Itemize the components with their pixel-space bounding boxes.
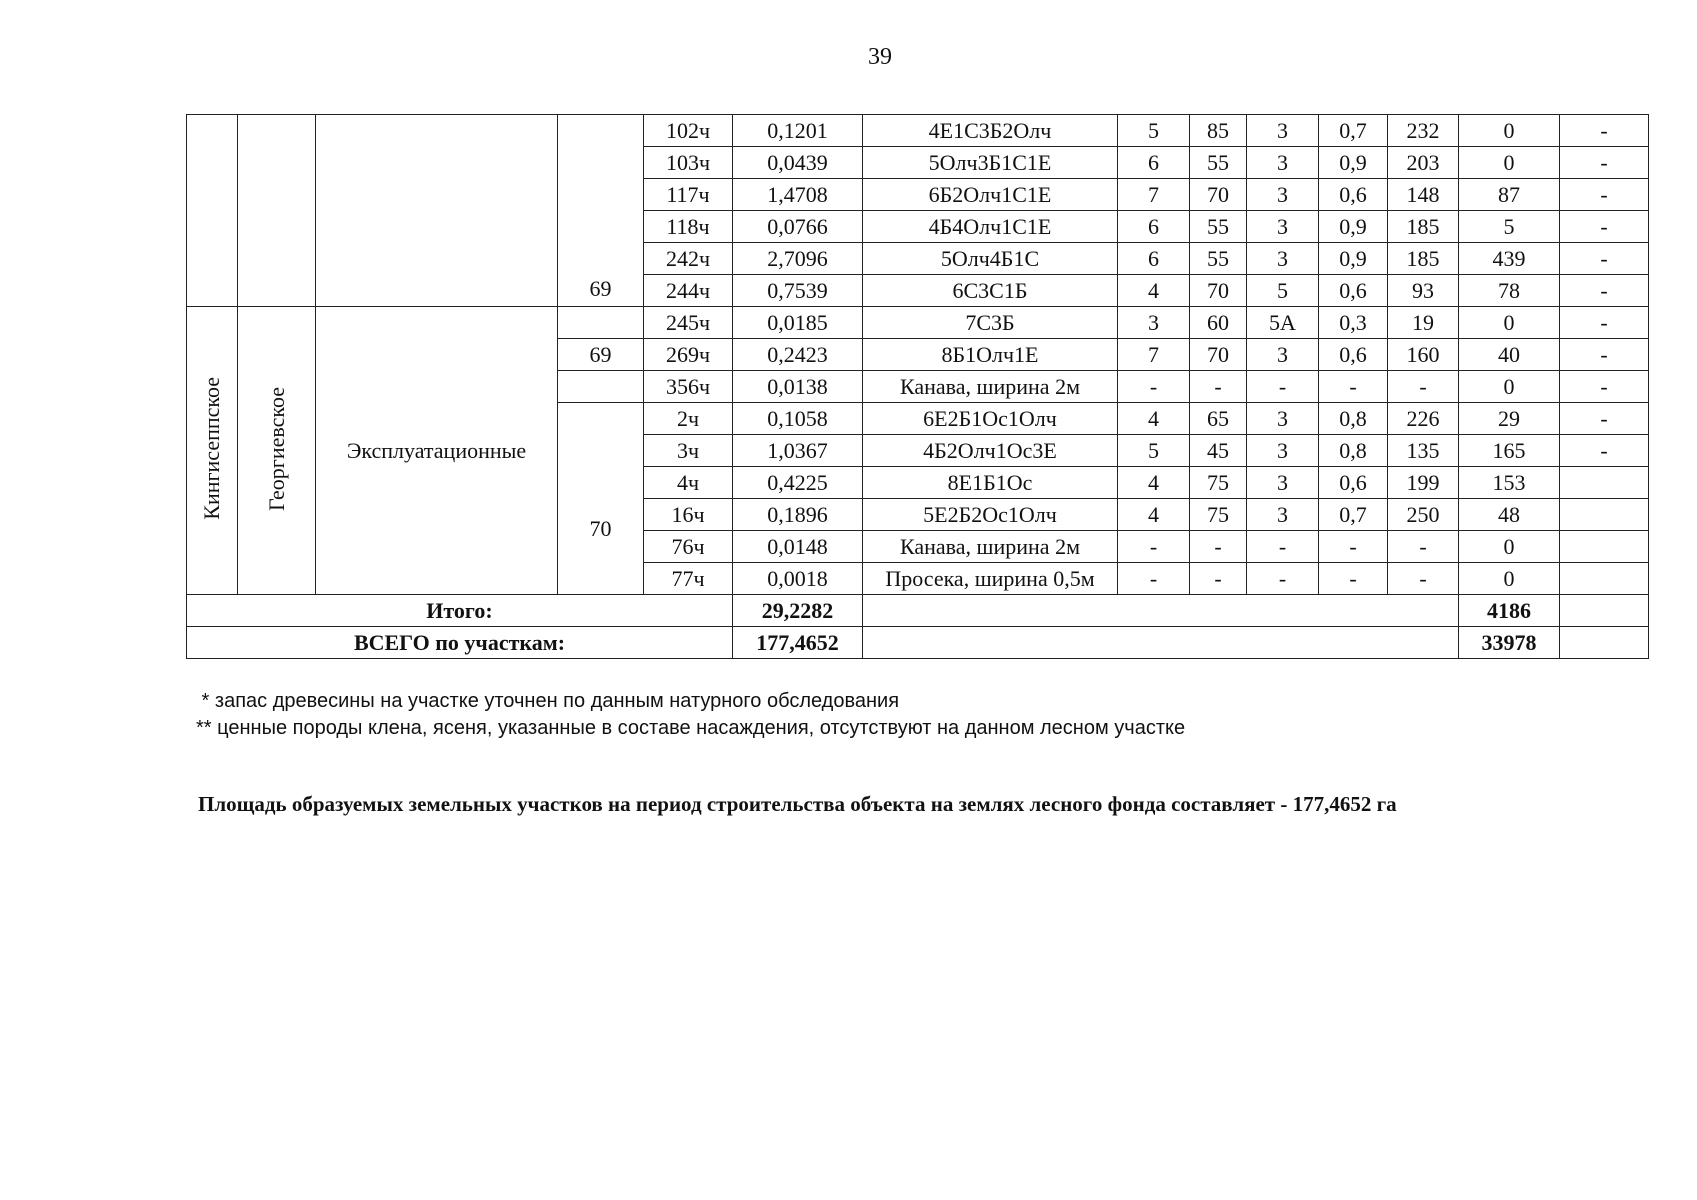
plot-col7 (1560, 467, 1649, 499)
plot-col1: - (1118, 531, 1190, 563)
plot-number: 77ч (644, 563, 733, 595)
plot-col4: 0,6 (1319, 179, 1388, 211)
subtotal-area: 29,2282 (733, 595, 863, 627)
table-body (187, 115, 1649, 659)
plot-col5: - (1388, 371, 1459, 403)
subtotal-volume: 4186 (1459, 595, 1560, 627)
plot-col4: 0,8 (1319, 435, 1388, 467)
plot-number: 117ч (644, 179, 733, 211)
page-number: 39 (868, 44, 892, 70)
kvartal-cell-empty (558, 371, 644, 403)
plot-col5: 160 (1388, 339, 1459, 371)
plot-col3: - (1247, 563, 1319, 595)
plot-col2: - (1190, 371, 1247, 403)
plot-col3: - (1247, 531, 1319, 563)
plot-volume: 87 (1459, 179, 1560, 211)
plot-col7: - (1560, 115, 1649, 147)
plot-col4: 0,6 (1319, 275, 1388, 307)
plot-composition: Канава, ширина 2м (863, 531, 1118, 563)
plot-col3: - (1247, 371, 1319, 403)
forestry-name: Георгиевское (263, 386, 289, 511)
plot-area: 1,4708 (733, 179, 863, 211)
kvartal-cell-empty (558, 307, 644, 339)
plot-area: 2,7096 (733, 243, 863, 275)
plot-col7: - (1560, 179, 1649, 211)
plot-number: 16ч (644, 499, 733, 531)
subtotal-last (1560, 595, 1649, 627)
plot-col5: 232 (1388, 115, 1459, 147)
plot-volume: 40 (1459, 339, 1560, 371)
plot-col1: 4 (1118, 467, 1190, 499)
plot-col7: - (1560, 371, 1649, 403)
plot-number: 102ч (644, 115, 733, 147)
plot-area: 1,0367 (733, 435, 863, 467)
plot-col5: 93 (1388, 275, 1459, 307)
plot-area: 0,1896 (733, 499, 863, 531)
plot-col5: 203 (1388, 147, 1459, 179)
plot-col7: - (1560, 403, 1649, 435)
plot-volume: 153 (1459, 467, 1560, 499)
district-cell-top (187, 115, 238, 307)
plot-number: 2ч (644, 403, 733, 435)
plot-col3: 3 (1247, 403, 1319, 435)
plot-volume: 0 (1459, 307, 1560, 339)
plot-col7: - (1560, 211, 1649, 243)
plot-number: 356ч (644, 371, 733, 403)
plot-col3: 5А (1247, 307, 1319, 339)
category-cell (316, 307, 558, 595)
plot-composition: 4Е1С3Б2Олч (863, 115, 1118, 147)
plot-area: 0,0018 (733, 563, 863, 595)
plot-number: 76ч (644, 531, 733, 563)
category-cell-top (316, 115, 558, 307)
plot-col7: - (1560, 435, 1649, 467)
plot-col1: 4 (1118, 403, 1190, 435)
plot-composition: 8Е1Б1Ос (863, 467, 1118, 499)
plot-col2: 75 (1190, 499, 1247, 531)
plot-number: 242ч (644, 243, 733, 275)
plot-col4: - (1319, 371, 1388, 403)
total-volume: 33978 (1459, 627, 1560, 659)
plot-number: 4ч (644, 467, 733, 499)
plot-col2: 55 (1190, 243, 1247, 275)
plot-col4: 0,9 (1319, 147, 1388, 179)
plot-col3: 3 (1247, 115, 1319, 147)
plot-col7: - (1560, 147, 1649, 179)
plot-col2: 70 (1190, 275, 1247, 307)
plot-col4: 0,6 (1319, 467, 1388, 499)
plot-col2: 70 (1190, 339, 1247, 371)
kvartal-number: 69 (589, 341, 612, 367)
plot-number: 118ч (644, 211, 733, 243)
plot-area: 0,7539 (733, 275, 863, 307)
table-row (187, 115, 1649, 147)
plot-col5: 135 (1388, 435, 1459, 467)
subtotal-empty (863, 595, 1459, 627)
plot-col3: 3 (1247, 339, 1319, 371)
plot-col3: 3 (1247, 211, 1319, 243)
plot-col3: 3 (1247, 147, 1319, 179)
plot-area: 0,4225 (733, 467, 863, 499)
plot-composition: 6С3С1Б (863, 275, 1118, 307)
footnote: * запас древесины на участке уточнен по данным натурного обследования (196, 690, 900, 712)
plot-area: 0,1058 (733, 403, 863, 435)
subtotal-row (187, 595, 1649, 627)
table-row (187, 307, 1649, 339)
plot-col7: - (1560, 275, 1649, 307)
plot-col5: - (1388, 563, 1459, 595)
plot-col1: 5 (1118, 435, 1190, 467)
plot-col2: 45 (1190, 435, 1247, 467)
plot-col5: 185 (1388, 243, 1459, 275)
plot-composition: 4Б2Олч1Ос3Е (863, 435, 1118, 467)
plot-col5: 185 (1388, 211, 1459, 243)
plot-col1: 3 (1118, 307, 1190, 339)
plot-col3: 3 (1247, 499, 1319, 531)
plot-number: 3ч (644, 435, 733, 467)
plot-composition: 5Е2Б2Ос1Олч (863, 499, 1118, 531)
kvartal-cell (558, 339, 644, 371)
plot-number: 269ч (644, 339, 733, 371)
plot-number: 244ч (644, 275, 733, 307)
plot-col4: 0,7 (1319, 115, 1388, 147)
plot-volume: 165 (1459, 435, 1560, 467)
plot-col4: 0,8 (1319, 403, 1388, 435)
total-area: 177,4652 (733, 627, 863, 659)
plot-col1: 7 (1118, 339, 1190, 371)
plot-col1: 6 (1118, 243, 1190, 275)
plot-col7 (1560, 499, 1649, 531)
plot-volume: 29 (1459, 403, 1560, 435)
plot-col7: - (1560, 307, 1649, 339)
category-name: Эксплуатационные (346, 437, 527, 463)
plot-area: 0,0148 (733, 531, 863, 563)
plot-col2: 85 (1190, 115, 1247, 147)
summary-text: Площадь образуемых земельных участков на период строительства объекта на землях лесного фонда составляет - 177,4652 га (198, 792, 1397, 816)
plot-volume: 0 (1459, 563, 1560, 595)
plot-volume: 5 (1459, 211, 1560, 243)
plot-composition: 8Б1Олч1Е (863, 339, 1118, 371)
plot-col1: - (1118, 371, 1190, 403)
plot-col3: 5 (1247, 275, 1319, 307)
plot-col5: 148 (1388, 179, 1459, 211)
plot-col1: - (1118, 563, 1190, 595)
plot-composition: 6Е2Б1Ос1Олч (863, 403, 1118, 435)
plot-col2: 75 (1190, 467, 1247, 499)
plot-col7 (1560, 531, 1649, 563)
plot-col1: 4 (1118, 499, 1190, 531)
plot-composition: 4Б4Олч1С1Е (863, 211, 1118, 243)
forest-plots-table (186, 114, 1649, 659)
plot-col3: 3 (1247, 243, 1319, 275)
plot-area: 0,1201 (733, 115, 863, 147)
total-row (187, 627, 1649, 659)
plot-col5: - (1388, 531, 1459, 563)
plot-col5: 226 (1388, 403, 1459, 435)
plot-composition: Просека, ширина 0,5м (863, 563, 1118, 595)
plot-composition: 6Б2Олч1С1Е (863, 179, 1118, 211)
plot-col7: - (1560, 339, 1649, 371)
total-empty (863, 627, 1459, 659)
plot-number: 245ч (644, 307, 733, 339)
plot-col1: 7 (1118, 179, 1190, 211)
plot-col2: 65 (1190, 403, 1247, 435)
plot-col2: 55 (1190, 147, 1247, 179)
kvartal-number: 69 (589, 276, 612, 301)
plot-composition: Канава, ширина 2м (863, 371, 1118, 403)
kvartal-number: 70 (589, 515, 612, 541)
plot-col4: 0,3 (1319, 307, 1388, 339)
plot-volume: 78 (1459, 275, 1560, 307)
footnote: ** ценные породы клена, ясеня, указанные в составе насаждения, отсутствуют на данном лесном участке (196, 717, 1186, 739)
plot-col7 (1560, 563, 1649, 595)
plot-composition: 5Олч4Б1С (863, 243, 1118, 275)
plot-col1: 4 (1118, 275, 1190, 307)
plot-col2: - (1190, 563, 1247, 595)
plot-col1: 6 (1118, 211, 1190, 243)
plot-col4: 0,9 (1319, 211, 1388, 243)
plot-col3: 3 (1247, 179, 1319, 211)
plot-col5: 250 (1388, 499, 1459, 531)
plot-col4: 0,7 (1319, 499, 1388, 531)
plot-volume: 48 (1459, 499, 1560, 531)
district-cell (187, 307, 238, 595)
plot-col1: 6 (1118, 147, 1190, 179)
plot-col5: 19 (1388, 307, 1459, 339)
kvartal-cell (558, 403, 644, 595)
forestry-cell (238, 307, 316, 595)
footnotes (196, 688, 1185, 742)
subtotal-label: Итого: (187, 595, 733, 627)
plot-col4: - (1319, 531, 1388, 563)
plot-number: 103ч (644, 147, 733, 179)
district-name: Кингисеппское (199, 377, 224, 520)
plot-area: 0,0766 (733, 211, 863, 243)
plot-area: 0,0138 (733, 371, 863, 403)
total-last (1560, 627, 1649, 659)
plot-col7: - (1560, 243, 1649, 275)
plot-col4: 0,9 (1319, 243, 1388, 275)
plot-volume: 0 (1459, 115, 1560, 147)
plot-col4: 0,6 (1319, 339, 1388, 371)
plot-composition: 5Олч3Б1С1Е (863, 147, 1118, 179)
plot-col2: 55 (1190, 211, 1247, 243)
plot-area: 0,2423 (733, 339, 863, 371)
plot-composition: 7С3Б (863, 307, 1118, 339)
total-label: ВСЕГО по участкам: (187, 627, 733, 659)
plot-col5: 199 (1388, 467, 1459, 499)
plot-col2: 70 (1190, 179, 1247, 211)
plot-col3: 3 (1247, 435, 1319, 467)
plot-volume: 0 (1459, 531, 1560, 563)
plot-area: 0,0439 (733, 147, 863, 179)
plot-col2: 60 (1190, 307, 1247, 339)
plot-volume: 0 (1459, 371, 1560, 403)
plot-area: 0,0185 (733, 307, 863, 339)
forestry-cell-top (238, 115, 316, 307)
plot-volume: 439 (1459, 243, 1560, 275)
plot-col1: 5 (1118, 115, 1190, 147)
kvartal-cell (558, 115, 644, 307)
plot-col3: 3 (1247, 467, 1319, 499)
plot-col4: - (1319, 563, 1388, 595)
plot-col2: - (1190, 531, 1247, 563)
plot-volume: 0 (1459, 147, 1560, 179)
